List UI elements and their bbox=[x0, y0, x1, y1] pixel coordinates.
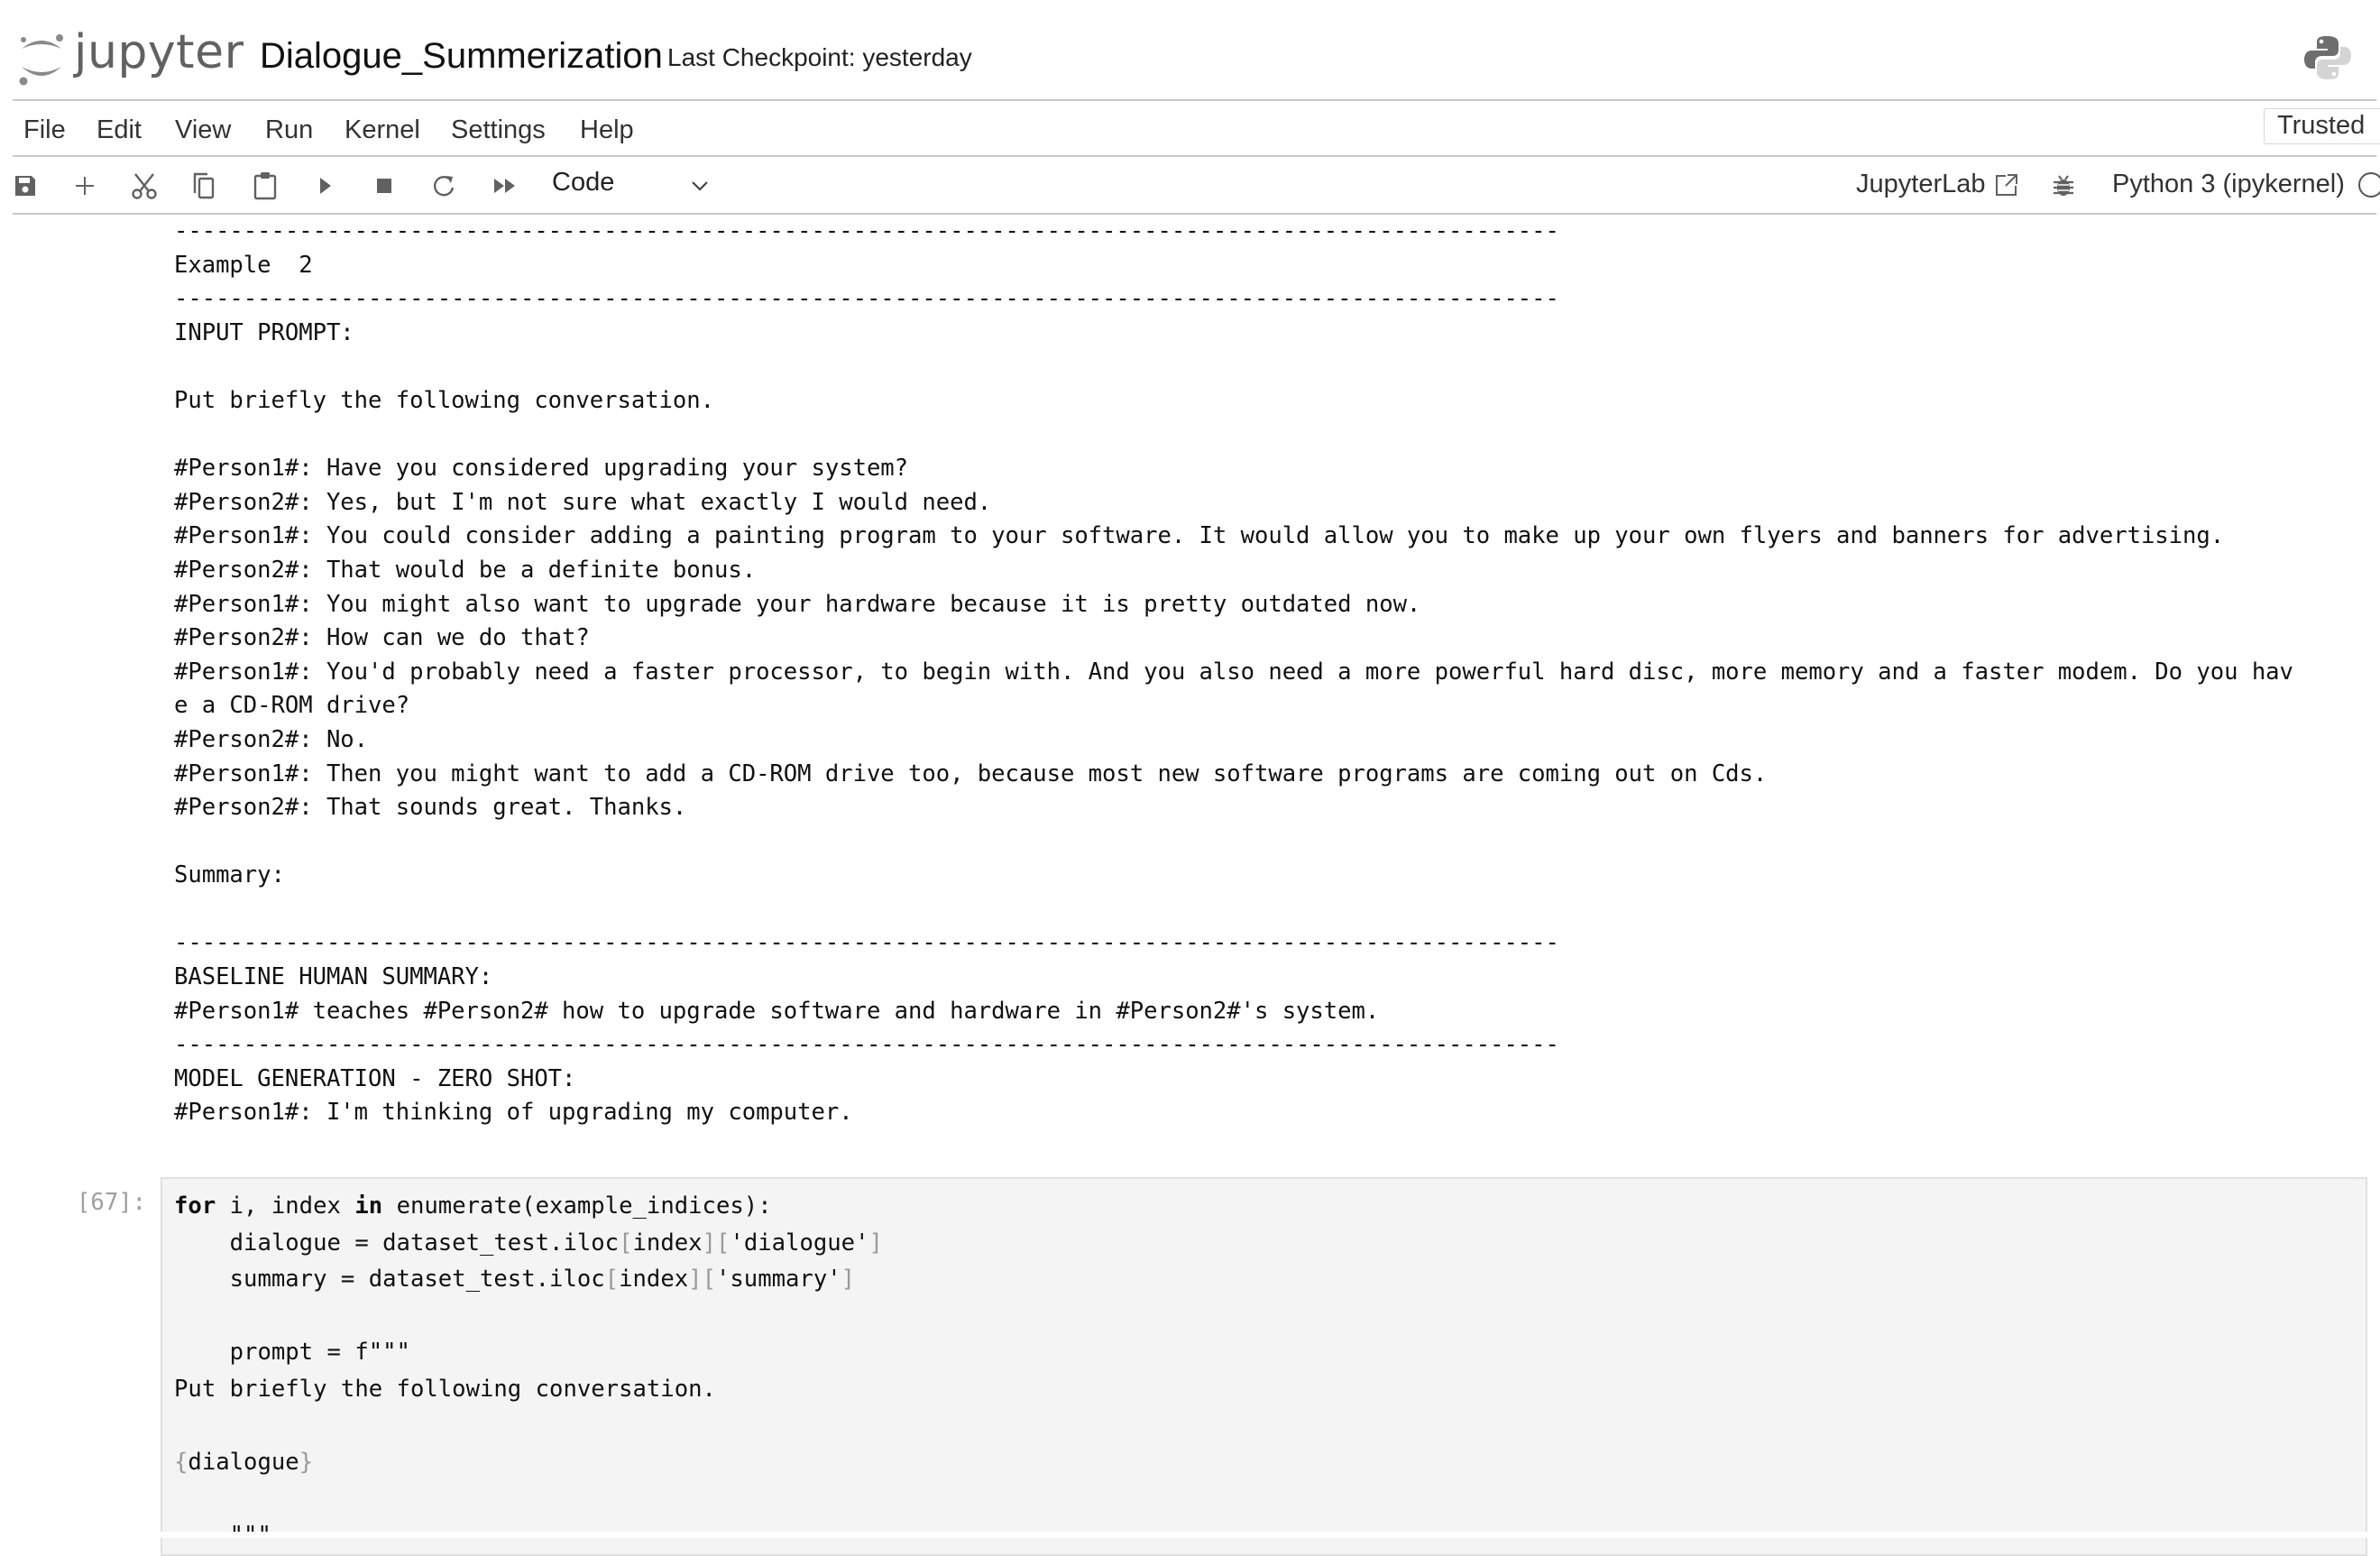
output-line: MODEL GENERATION - ZERO SHOT: bbox=[174, 1064, 576, 1092]
output-line: #Person1#: I'm thinking of upgrading my computer. bbox=[174, 1099, 853, 1127]
menu-edit[interactable]: Edit bbox=[96, 115, 142, 144]
code-token: i, index bbox=[216, 1192, 355, 1220]
output-line: #Person2#: Yes, but I'm not sure what exactly I would need. bbox=[174, 488, 992, 516]
viewport-bottom bbox=[0, 1532, 2380, 1538]
code-token: dialogue = dataset_test.iloc bbox=[174, 1229, 620, 1257]
output-line: #Person1# teaches #Person2# how to upgrade software and hardware in #Person2#'s system. bbox=[174, 997, 1380, 1025]
code-bracket: ] bbox=[841, 1266, 856, 1293]
last-checkpoint: Last Checkpoint: yesterday bbox=[667, 43, 972, 71]
notebook-title[interactable]: Dialogue_Summerization bbox=[260, 36, 663, 76]
jupyter-wordmark: jupyter bbox=[74, 25, 244, 79]
output-line: INPUT PROMPT: bbox=[174, 318, 354, 346]
cell-type-dropdown[interactable] bbox=[552, 168, 714, 204]
menu-run[interactable]: Run bbox=[265, 115, 314, 144]
code-token: enumerate(example_indices): bbox=[382, 1192, 772, 1220]
run-button[interactable] bbox=[308, 170, 341, 202]
output-line: Summary: bbox=[174, 861, 285, 889]
menu-bar bbox=[0, 101, 2380, 155]
cell-type-value: Code bbox=[552, 168, 615, 197]
paste-button[interactable] bbox=[249, 170, 281, 202]
code-keyword: in bbox=[354, 1192, 383, 1220]
output-line: #Person1#: Then you might want to add a CD-ROM drive too, because most new software programs are coming out on Cds. bbox=[174, 760, 1768, 787]
cell-execution-count: [67]: bbox=[77, 1189, 147, 1216]
add-cell-icon bbox=[73, 174, 96, 198]
cut-icon bbox=[131, 171, 158, 200]
code-token: index bbox=[619, 1266, 689, 1293]
interrupt-button[interactable] bbox=[368, 170, 400, 202]
output-line: #Person1#: You could consider adding a painting program to your software. It would allow you to make up your own flyers and banners for advertising. bbox=[174, 522, 2225, 550]
code-keyword: for bbox=[174, 1192, 216, 1220]
code-token: summary = dataset_test.iloc bbox=[174, 1266, 605, 1293]
output-separator: ---------------------------------------------------------------------------------------------------- bbox=[174, 929, 1559, 957]
code-bracket: [ bbox=[604, 1266, 620, 1293]
code-line bbox=[174, 1371, 883, 1408]
output-line: #Person2#: No. bbox=[174, 725, 369, 753]
code-bracket: [ bbox=[619, 1229, 633, 1257]
restart-button[interactable] bbox=[427, 170, 460, 202]
code-line bbox=[174, 1334, 883, 1371]
menu-settings[interactable]: Settings bbox=[451, 115, 546, 144]
external-link-icon bbox=[1993, 171, 2020, 198]
code-bracket: ] bbox=[702, 1229, 716, 1257]
code-line bbox=[174, 1298, 883, 1335]
jupyter-logo[interactable] bbox=[16, 25, 244, 90]
code-bracket: [ bbox=[715, 1229, 731, 1257]
stop-icon bbox=[374, 176, 394, 196]
code-line bbox=[174, 1261, 883, 1298]
copy-icon bbox=[191, 171, 216, 200]
code-bracket: ] bbox=[868, 1229, 883, 1257]
notebook-header bbox=[0, 0, 2380, 99]
output-line: Example 2 bbox=[174, 251, 313, 279]
jupyter-logo-icon bbox=[16, 27, 70, 90]
menu-view[interactable]: View bbox=[175, 115, 232, 144]
output-line: #Person1#: Have you considered upgrading your system? bbox=[174, 455, 909, 483]
add-cell-button[interactable] bbox=[69, 170, 101, 202]
code-token: prompt = f""" bbox=[174, 1339, 410, 1366]
output-separator: ---------------------------------------------------------------------------------------------------- bbox=[174, 1031, 1559, 1059]
code-bracket: ] bbox=[688, 1266, 703, 1293]
code-token: 'dialogue' bbox=[730, 1229, 869, 1257]
code-cell-source[interactable] bbox=[174, 1188, 883, 1553]
bug-icon bbox=[2051, 172, 2076, 199]
paste-icon bbox=[253, 170, 278, 201]
code-line bbox=[174, 1225, 883, 1262]
save-button[interactable] bbox=[9, 170, 41, 202]
output-line: #Person2#: That would be a definite bonus. bbox=[174, 556, 757, 584]
cell-output-area bbox=[0, 215, 2380, 1171]
code-bracket: { bbox=[174, 1448, 188, 1476]
menu-help[interactable]: Help bbox=[580, 115, 634, 144]
code-cell-editor[interactable] bbox=[161, 1177, 2367, 1556]
kernel-status-idle-icon bbox=[2356, 170, 2380, 200]
menu-kernel[interactable]: Kernel bbox=[345, 115, 420, 144]
code-line bbox=[174, 1444, 883, 1481]
code-line bbox=[174, 1407, 883, 1444]
restart-run-all-button[interactable] bbox=[489, 170, 521, 202]
trusted-indicator[interactable]: Trusted bbox=[2264, 108, 2380, 144]
output-line: Put briefly the following conversation. bbox=[174, 386, 714, 414]
output-line bbox=[174, 893, 2293, 927]
output-line bbox=[174, 825, 2293, 860]
debugger-button[interactable] bbox=[2047, 170, 2080, 202]
python-logo-icon bbox=[2302, 32, 2353, 83]
output-line: e a CD-ROM drive? bbox=[174, 692, 410, 720]
cut-button[interactable] bbox=[128, 170, 161, 202]
fast-forward-icon bbox=[492, 175, 519, 197]
output-line: BASELINE HUMAN SUMMARY: bbox=[174, 963, 493, 991]
notebook-toolbar bbox=[0, 157, 2380, 213]
output-separator: ---------------------------------------------------------------------------------------------------- bbox=[174, 285, 1559, 313]
code-bracket: [ bbox=[702, 1266, 716, 1293]
cell-output-text bbox=[174, 215, 2293, 1130]
code-line bbox=[174, 1480, 883, 1517]
kernel-name[interactable]: Python 3 (ipykernel) bbox=[2112, 170, 2345, 198]
code-token: dialogue bbox=[188, 1448, 299, 1476]
save-icon bbox=[13, 173, 38, 198]
output-line: #Person2#: That sounds great. Thanks. bbox=[174, 794, 687, 822]
code-line bbox=[174, 1188, 883, 1225]
menu-file[interactable]: File bbox=[23, 115, 66, 144]
output-line: #Person2#: How can we do that? bbox=[174, 624, 590, 652]
chevron-down-icon bbox=[689, 170, 711, 200]
restart-icon bbox=[431, 173, 456, 198]
output-line bbox=[174, 350, 2293, 384]
output-line: #Person1#: You might also want to upgrade your hardware because it is pretty outdated now. bbox=[174, 590, 1421, 618]
open-jupyterlab-link[interactable]: JupyterLab bbox=[1856, 170, 1986, 198]
run-icon bbox=[315, 175, 335, 197]
copy-button[interactable] bbox=[188, 170, 220, 202]
code-token: Put briefly the following conversation. bbox=[174, 1375, 716, 1403]
code-token: 'summary' bbox=[715, 1266, 841, 1293]
output-line bbox=[174, 419, 2293, 453]
output-separator: ---------------------------------------------------------------------------------------------------- bbox=[174, 217, 1559, 244]
output-line: #Person1#: You'd probably need a faster processor, to begin with. And you also need a more powerful hard disc, more memory and a faster modem. Do you hav bbox=[174, 658, 2293, 686]
code-token: index bbox=[632, 1229, 703, 1257]
code-bracket: } bbox=[299, 1448, 314, 1476]
